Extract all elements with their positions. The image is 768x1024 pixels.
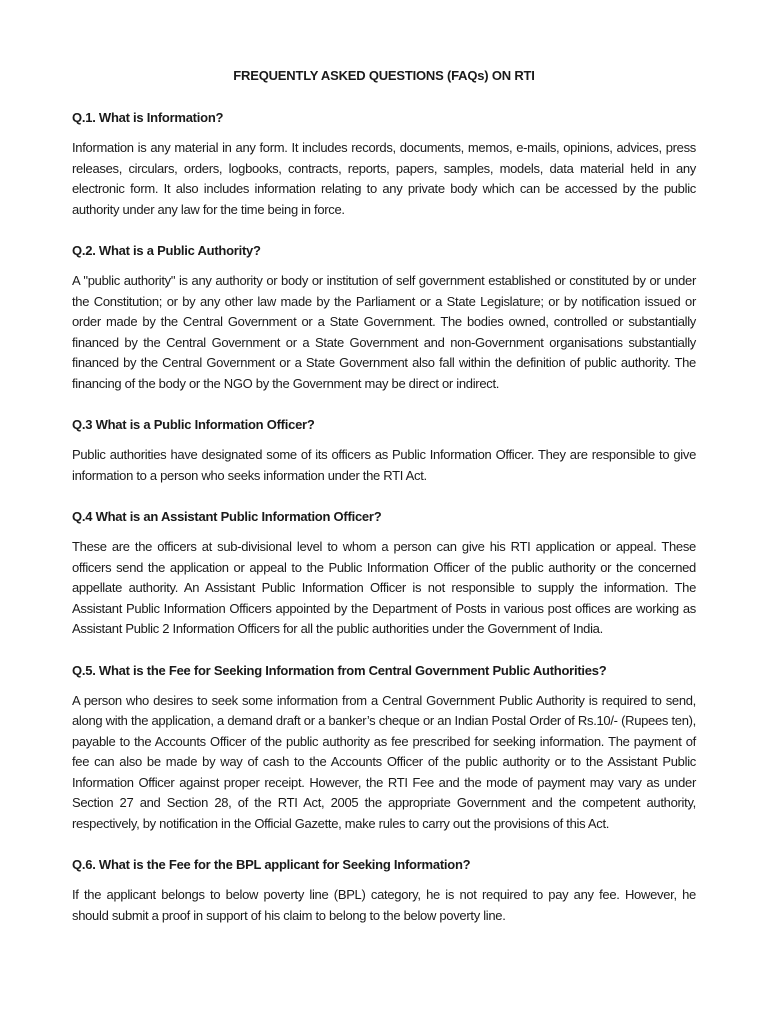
faq-question: Q.1. What is Information?: [72, 110, 224, 125]
faq-question: Q.3 What is a Public Information Officer?: [72, 417, 315, 432]
faq-item-6: [72, 855, 696, 926]
faq-answer: If the applicant belongs to below poverty line (BPL) category, he is not required to pay any fee. However, he should submit a proof in support of his claim to belong to the below poverty line.: [72, 887, 696, 923]
faq-item-5: [72, 661, 696, 835]
faq-item-3: [72, 415, 696, 486]
faq-question: Q.2. What is a Public Authority?: [72, 243, 261, 258]
faq-question: Q.5. What is the Fee for Seeking Information from Central Government Public Authorities?: [72, 662, 607, 678]
document-page: [72, 66, 696, 947]
faq-item-2: [72, 241, 696, 394]
faq-question: Q.6. What is the Fee for the BPL applicant for Seeking Information?: [72, 857, 471, 872]
faq-item-4: [72, 507, 696, 640]
faq-item-1: [72, 108, 696, 220]
faq-answer: Public authorities have designated some of its officers as Public Information Officer. They are responsible to give information to a person who seeks information under the RTI Act.: [72, 447, 696, 483]
document-title: FREQUENTLY ASKED QUESTIONS (FAQs) ON RTI: [233, 68, 535, 83]
faq-answer: A "public authority" is any authority or body or institution of self government established or constituted by or under the Constitution; or by any other law made by the Parliament or a State Legislature; or by notification issued or order made by the Central Government or a State Government. The bodies owned, controlled or substantially financed by the Central Government or a State Government and non-Government organisations substantially financed by the Central Government or a State Government also fall within the definition of public authority. The financing of the body or the NGO by the Government may be direct or indirect.: [72, 273, 696, 391]
faq-question: Q.4 What is an Assistant Public Information Officer?: [72, 509, 382, 524]
faq-answer: These are the officers at sub-divisional level to whom a person can give his RTI application or appeal. These officers send the application or appeal to the Public Information Officer of the public authority or the concerned appellate authority. An Assistant Public Information Officer is not responsible to supply the information. The Assistant Public Information Officers appointed by the Department of Posts in various post offices are working as Assistant Public 2 Information Officers for all the public authorities under the Government of India.: [72, 539, 696, 636]
faq-answer: A person who desires to seek some information from a Central Government Public Authority is required to send, along with the application, a demand draft or a banker’s cheque or an Indian Postal Order of Rs.10/- (Rupees ten), payable to the Accounts Officer of the public authority as fee prescribed for seeking information. The payment of fee can also be made by way of cash to the Accounts Officer of the public authority or to the Assistant Public Information Officer against proper receipt. However, the RTI Fee and the mode of payment may vary as under Section 27 and Section 28, of the RTI Act, 2005 the appropriate Government and the competent authority, respectively, by notification in the Official Gazette, make rules to carry out the provisions of this Act.: [72, 692, 696, 831]
faq-answer: Information is any material in any form. It includes records, documents, memos, e-mails, opinions, advices, press releases, circulars, orders, logbooks, contracts, reports, papers, samples, models, data material held in any electronic form. It also includes information relating to any private body which can be accessed by the public authority under any law for the time being in force.: [72, 140, 696, 217]
